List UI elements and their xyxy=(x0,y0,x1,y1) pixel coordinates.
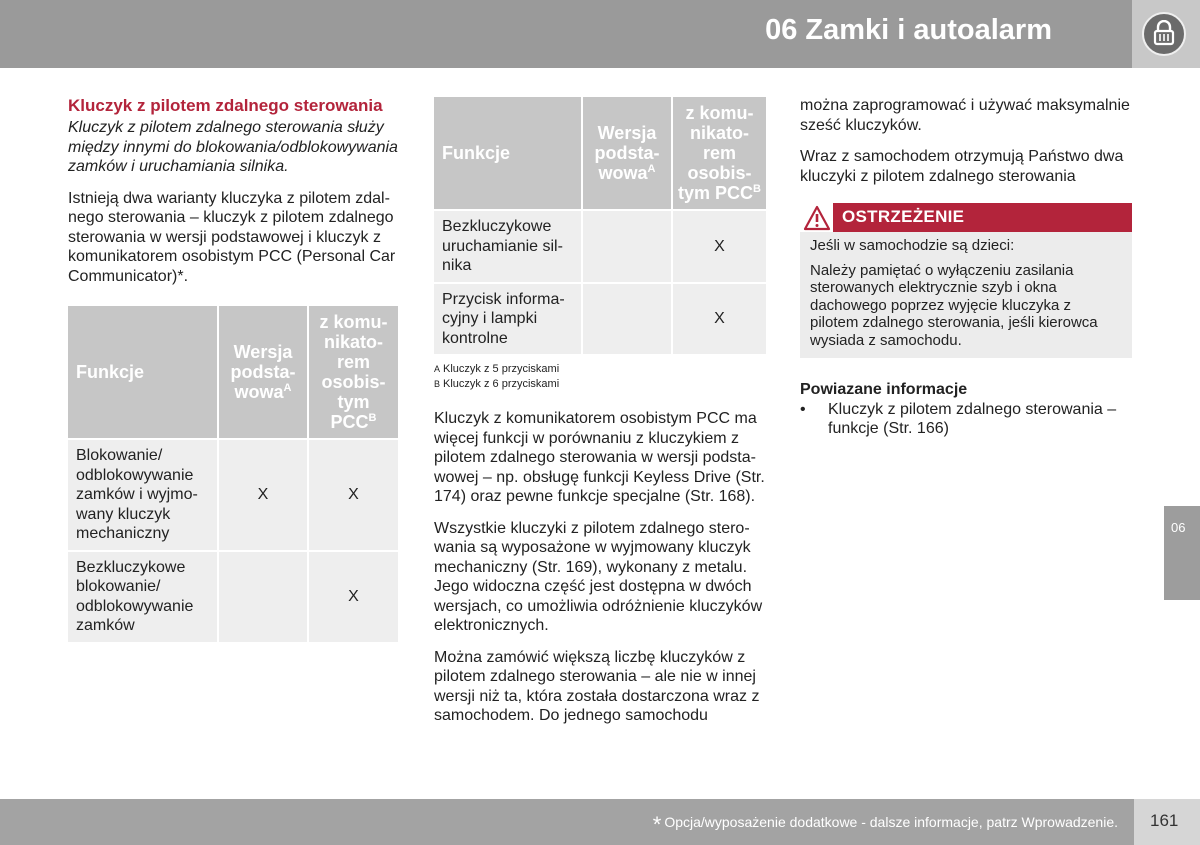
warning-body xyxy=(800,232,1132,358)
features-table-2 xyxy=(432,95,768,356)
table-row xyxy=(434,211,766,282)
cell-base xyxy=(219,552,307,642)
related-link-text[interactable]: Kluczyk z pilotem zdalnego sterowania – funkcje (Str. 166) xyxy=(828,400,1117,437)
warning-title: OSTRZEŻENIE xyxy=(842,207,965,226)
cell-pcc: X xyxy=(673,284,766,355)
cell-pcc: X xyxy=(673,211,766,282)
body-paragraph: Kluczyk z komunikatorem osobistym PCC ma więcej funkcji w porównaniu z kluczykiem z pilotem zdalnego sterowania w wersji podstawowej – np. obsługę funkcji Keyless Drive (Str. 174) oraz pewne funkcje specjalne (Str. 168). xyxy=(434,410,765,505)
page-number-box xyxy=(1134,799,1200,845)
section-intro: Kluczyk z pilotem zdalnego sterowania służy między innymi do blokowania/odblokowywania zamków i uruchamiania silnika. xyxy=(68,119,398,175)
footer-asterisk: * xyxy=(652,812,662,837)
related-link[interactable] xyxy=(800,400,1132,439)
header-base-version: Wersja podstawowa$^A$ xyxy=(583,97,671,209)
column-left xyxy=(68,96,402,644)
lock-icon xyxy=(1142,12,1186,56)
related-info-heading: Powiazane informacje xyxy=(800,381,968,398)
column-middle xyxy=(434,97,766,726)
chapter-title: 06 Zamki i autoalarm xyxy=(765,14,1052,46)
table-row xyxy=(68,440,398,550)
table-header-row xyxy=(434,97,766,209)
cell-base xyxy=(583,284,671,355)
header-pcc-version: z komunikatorem osobistym $PCC^B$ xyxy=(673,97,766,209)
body-paragraph: można zaprogramować i używać maksymalnie sześć kluczyków. xyxy=(800,97,1130,134)
table-row xyxy=(434,284,766,355)
footnote: A Kluczyk z 5 przyciskami xyxy=(434,363,560,375)
warning-header xyxy=(800,203,1132,232)
row-label: Blokowanie/ odblokowywanie zamków i wyjmowany kluczyk mechaniczny xyxy=(68,440,217,550)
body-paragraph: Można zamówić większą liczbę kluczyków z pilotem zdalnego sterowania – ale nie w innej wersji niż ta, która została dostarczona wraz z samochodem. Do jednego samochodu xyxy=(434,648,760,724)
cell-base xyxy=(583,211,671,282)
warning-line: Należy pamiętać o wyłączeniu zasilania sterowanych elektrycznie szyb i okna dachowego poprzez wyjęcie kluczyka z pilotem zdalnego sterowania, jeśli kierowca wysiada z samochodu. xyxy=(810,261,1098,349)
row-label: Przycisk informacyjny i lampki kontrolne xyxy=(434,284,581,355)
table-footnotes xyxy=(434,362,766,392)
body-paragraph: Istnieją dwa warianty kluczyka z pilotem zdalnego sterowania – kluczyk z pilotem zdalnego sterowania w wersji podstawowej i kluczyk z komunikatorem osobistym PCC (Personal Car Communicator)*. xyxy=(68,189,396,285)
warning-line: Jeśli w samochodzie są dzieci: xyxy=(810,237,1015,254)
page-number: 161 xyxy=(1150,811,1179,830)
table-header-row xyxy=(68,306,398,438)
chapter-side-tab[interactable] xyxy=(1164,506,1200,600)
cell-pcc: X xyxy=(309,440,398,550)
header-base-version: Wersja podstawowa$^A$ xyxy=(219,306,307,438)
bullet-dot: • xyxy=(800,400,806,418)
header-pcc-version: z komunikatorem osobistym $PCC^B$ xyxy=(309,306,398,438)
cell-base: X xyxy=(219,440,307,550)
warning-triangle-icon xyxy=(800,203,833,232)
row-label: Bezkluczykowe blokowanie/ odblokowywanie zamków xyxy=(68,552,217,642)
footer-note: * Opcja/wyposażenie dodatkowe - dalsze informacje, patrz Wprowadzenie. xyxy=(652,812,1118,837)
cell-pcc: X xyxy=(309,552,398,642)
body-paragraph: Wraz z samochodem otrzymują Państwo dwa kluczyki z pilotem zdalnego sterowania xyxy=(800,148,1124,185)
page-footer xyxy=(0,799,1134,845)
header-functions: Funkcje xyxy=(68,306,217,438)
features-table-1 xyxy=(66,304,400,644)
chapter-icon-box xyxy=(1132,0,1200,68)
section-heading: Kluczyk z pilotem zdalnego sterowania xyxy=(68,96,383,115)
table-row xyxy=(68,552,398,642)
chapter-header xyxy=(0,0,1132,68)
body-paragraph: Wszystkie kluczyki z pilotem zdalnego sterowania są wyposażone w wyjmowany kluczyk mechaniczny (Str. 169), wykonany z metalu. Jego widoczna część jest dostępna w dwóch wersjach, co umożliwia odróżnienie kluczyków elektronicznych. xyxy=(434,519,763,634)
chapter-side-tab-label: 06 xyxy=(1171,520,1186,535)
column-right xyxy=(800,96,1132,439)
footnote: B Kluczyk z 6 przyciskami xyxy=(434,378,560,390)
header-functions: Funkcje xyxy=(434,97,581,209)
row-label: Bezkluczykowe uruchamianie silnika xyxy=(434,211,581,282)
